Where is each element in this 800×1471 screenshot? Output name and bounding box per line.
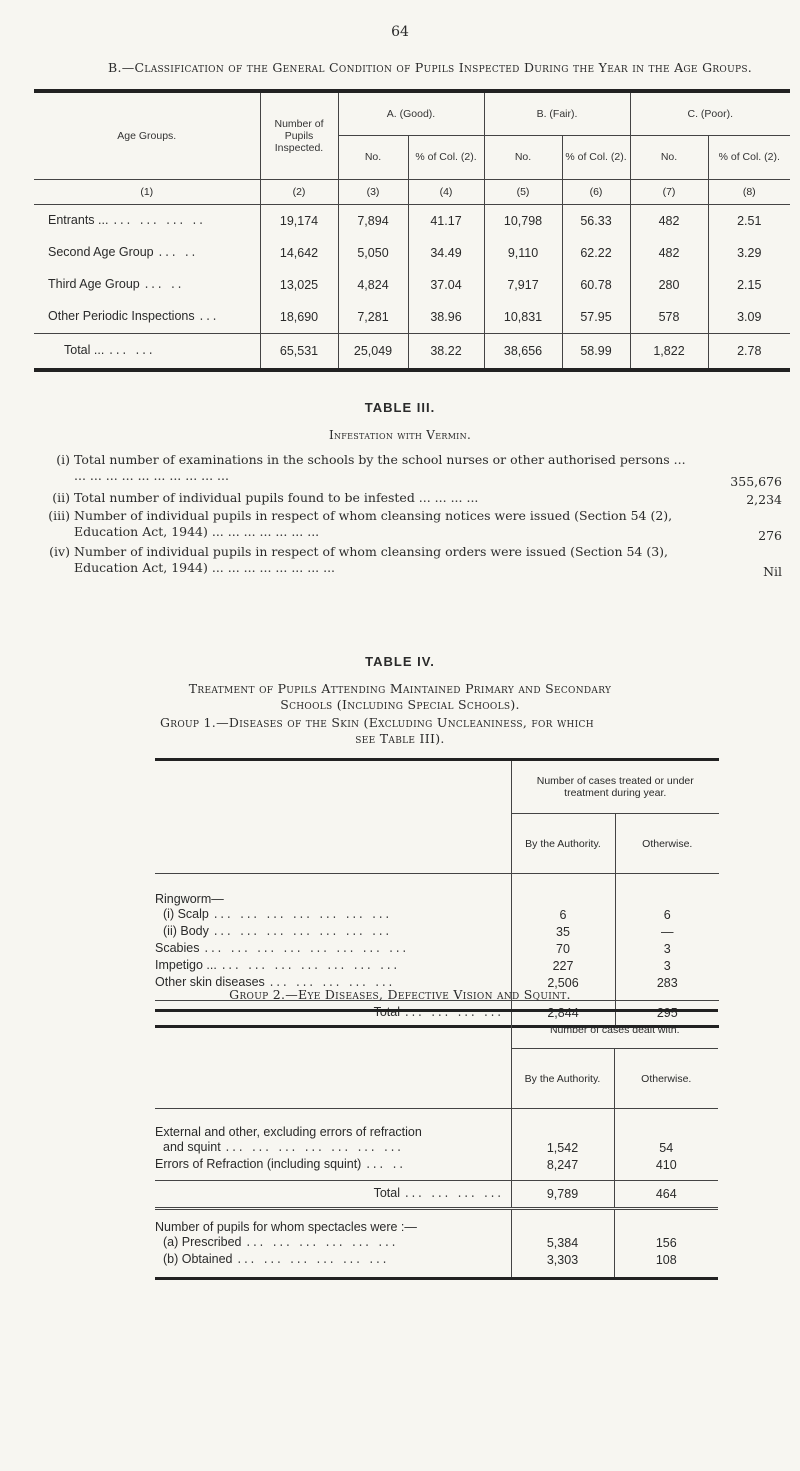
table-row (155, 1252, 718, 1269)
header-a-pct: % of Col. (2). (408, 135, 484, 179)
header-a-no: No. (338, 135, 408, 179)
group2-eye-diseases-table (155, 1009, 718, 1280)
table-row (155, 941, 719, 958)
cell: 2.78 (708, 333, 790, 370)
cell: 34.49 (408, 237, 484, 269)
spectacles-heading: Number of pupils for whom spectacles were :— (155, 1220, 417, 1234)
col-number: (4) (408, 179, 484, 204)
cell: 5,050 (338, 237, 408, 269)
row-label: (ii) Body (163, 924, 209, 938)
cell: 57.95 (562, 301, 630, 334)
row-label: Third Age Group (48, 277, 140, 291)
row-label: Scabies (155, 941, 200, 955)
table4-subtitle-line2: Schools (Including Special Schools). (280, 697, 520, 712)
cell: 56.33 (562, 204, 630, 237)
table-b-general-condition (34, 89, 790, 372)
row-label: External and other, excluding errors of refraction (155, 1125, 422, 1139)
cell: 410 (614, 1157, 718, 1174)
header-otherwise: Otherwise. (615, 814, 719, 874)
table-row (34, 301, 790, 334)
item-value: 355,676 (730, 474, 782, 489)
col-number: (7) (630, 179, 708, 204)
cell: 65,531 (260, 333, 338, 370)
header-c-no: No. (630, 135, 708, 179)
header-group-c: C. (Poor). (630, 91, 790, 135)
row-label: Second Age Group (48, 245, 154, 259)
cell: 5,384 (511, 1235, 614, 1252)
total-row (34, 333, 790, 370)
cell: 19,174 (260, 204, 338, 237)
cell: 9,789 (511, 1181, 614, 1209)
table3-title: TABLE III. (364, 400, 436, 415)
header-c-pct: % of Col. (2). (708, 135, 790, 179)
table3-subtitle: Infestation with Vermin. (328, 428, 472, 442)
cell: 35 (511, 924, 615, 941)
table-row (155, 924, 719, 941)
ringworm-heading: Ringworm— (155, 892, 224, 906)
leader-dots: ... ... ... ... (403, 1007, 503, 1020)
cell: 3 (615, 958, 719, 975)
cell: 37.04 (408, 269, 484, 301)
leader-dots: ... ... ... ... ... ... (244, 1238, 397, 1250)
list-item (42, 544, 782, 580)
cell: — (615, 924, 719, 941)
cell: 4,824 (338, 269, 408, 301)
leader-dots: ... ... ... ... ... ... ... ... (202, 944, 408, 956)
cell: 3 (615, 941, 719, 958)
cell: 280 (630, 269, 708, 301)
leader-dots: ... (198, 312, 218, 324)
leader-dots: ... .. (157, 248, 197, 260)
leader-dots: ... .. (143, 280, 183, 292)
item-value: 276 (758, 528, 782, 543)
row-label: Other Periodic Inspections (48, 309, 195, 323)
cell: 464 (614, 1181, 718, 1209)
leader-dots: ... ... ... ... ... (268, 978, 394, 990)
item-text: Total number of examinations in the schools by the school nurses or other authorised persons ... ... ... ... ... ... ... ... ... ... ... (74, 452, 686, 483)
header-cases-treated: Number of cases treated or under treatment during year. (511, 760, 719, 814)
total-label: Total (373, 1185, 400, 1200)
item-value: 2,234 (746, 492, 782, 507)
cell: 10,831 (484, 301, 562, 334)
cell: 70 (511, 941, 615, 958)
cell: 295 (615, 1001, 719, 1027)
item-text: Number of individual pupils in respect of whom cleansing notices were issued (Section 54 (2), Education Act, 1944) ... ... ... ... ... ... ... (74, 508, 673, 539)
leader-dots: ... ... ... ... ... ... ... (220, 961, 399, 973)
row-label: Other skin diseases (155, 975, 265, 989)
header-group-b: B. (Fair). (484, 91, 630, 135)
col-number: (3) (338, 179, 408, 204)
total-label: Total ... (64, 343, 105, 357)
table-row (155, 958, 719, 975)
list-item (42, 508, 782, 544)
cell: 1,542 (511, 1140, 614, 1157)
col-number: (2) (260, 179, 338, 204)
cell: 482 (630, 204, 708, 237)
group1-title-line1: Group 1.—Diseases of the Skin (Excluding Uncleaniness, for which (160, 715, 594, 730)
header-cases-dealt-with: Number of cases dealt with. (511, 1011, 718, 1049)
cell: 6 (615, 907, 719, 924)
item-number: (ii) (52, 490, 70, 505)
table-row (155, 907, 719, 924)
table-row (155, 1157, 718, 1174)
cell: 14,642 (260, 237, 338, 269)
leader-dots: ... ... ... .. (111, 216, 205, 228)
cell: 482 (630, 237, 708, 269)
row-label: and squint (163, 1140, 221, 1154)
cell: 1,822 (630, 333, 708, 370)
item-text: Number of individual pupils in respect of whom cleansing orders were issued (Section 54 (3), Education Act, 1944) ... ... ... ... ... ... ... ... (74, 544, 669, 575)
table4-subtitle-line1: Treatment of Pupils Attending Maintained Primary and Secondary (188, 681, 612, 696)
cell: 60.78 (562, 269, 630, 301)
page-number: 64 (391, 24, 409, 40)
col-number: (8) (708, 179, 790, 204)
leader-dots: ... ... ... ... ... ... ... (224, 1143, 403, 1155)
total-row (155, 1181, 718, 1209)
cell: 38,656 (484, 333, 562, 370)
table4-title: TABLE IV. (365, 654, 435, 669)
cell: 7,894 (338, 204, 408, 237)
cell: 6 (511, 907, 615, 924)
cell: 18,690 (260, 301, 338, 334)
cell: 2,844 (511, 1001, 615, 1027)
cell: 2,506 (511, 975, 615, 992)
table-row (34, 237, 790, 269)
cell: 25,049 (338, 333, 408, 370)
cell: 8,247 (511, 1157, 614, 1174)
leader-dots: ... ... ... ... ... ... ... (212, 927, 391, 939)
table-row (155, 1235, 718, 1252)
row-label: Entrants ... (48, 213, 109, 227)
cell: 3,303 (511, 1252, 614, 1269)
header-age-groups: Age Groups. (117, 129, 177, 142)
header-group-a: A. (Good). (338, 91, 484, 135)
cell: 41.17 (408, 204, 484, 237)
cell: 62.22 (562, 237, 630, 269)
row-label: Errors of Refraction (including squint) (155, 1157, 362, 1171)
item-number: (iv) (49, 544, 70, 559)
header-by-authority: By the Authority. (511, 814, 615, 874)
leader-dots: ... ... ... ... (403, 1188, 503, 1201)
header-by-authority: By the Authority. (511, 1049, 614, 1109)
cell: 9,110 (484, 237, 562, 269)
table-row (155, 1140, 718, 1157)
cell: 10,798 (484, 204, 562, 237)
leader-dots: ... ... (107, 346, 154, 358)
cell: 38.96 (408, 301, 484, 334)
table-row (34, 269, 790, 301)
cell: 2.15 (708, 269, 790, 301)
cell: 108 (614, 1252, 718, 1269)
row-label: (b) Obtained (163, 1252, 233, 1266)
header-otherwise: Otherwise. (614, 1049, 718, 1109)
table3-list (42, 452, 782, 580)
item-number: (iii) (48, 508, 70, 523)
leader-dots: ... ... ... ... ... ... (235, 1255, 388, 1267)
row-label: (a) Prescribed (163, 1235, 242, 1249)
group2-title: Group 2.—Eye Diseases, Defective Vision and Squint. (229, 987, 571, 1002)
group1-title-line2: see Table III). (355, 731, 445, 746)
col-number: (5) (484, 179, 562, 204)
row-label: Impetigo ... (155, 958, 217, 972)
list-item (42, 452, 782, 490)
leader-dots: ... ... ... ... ... ... ... (212, 910, 391, 922)
cell: 38.22 (408, 333, 484, 370)
item-text: Total number of individual pupils found to be infested ... ... ... ... (74, 490, 479, 505)
cell: 283 (615, 975, 719, 992)
total-label: Total (373, 1004, 400, 1019)
cell: 7,281 (338, 301, 408, 334)
cell: 2.51 (708, 204, 790, 237)
cell: 3.29 (708, 237, 790, 269)
cell: 3.09 (708, 301, 790, 334)
cell: 13,025 (260, 269, 338, 301)
header-b-no: No. (484, 135, 562, 179)
col-number: (1) (34, 179, 260, 204)
table-b-caption: B.—Classification of the General Condition of Pupils Inspected During the Year in the Age Groups. (108, 60, 753, 75)
cell: 156 (614, 1235, 718, 1252)
table-row (34, 204, 790, 237)
col-number: (6) (562, 179, 630, 204)
item-number: (i) (56, 452, 70, 467)
cell: 7,917 (484, 269, 562, 301)
item-value: Nil (763, 564, 782, 579)
cell: 54 (614, 1140, 718, 1157)
leader-dots: ... .. (364, 1160, 405, 1172)
row-label: (i) Scalp (163, 907, 209, 921)
cell: 578 (630, 301, 708, 334)
cell: 58.99 (562, 333, 630, 370)
cell: 227 (511, 958, 615, 975)
header-number-inspected: Number of Pupils Inspected. (260, 91, 338, 179)
list-item (42, 490, 782, 508)
header-b-pct: % of Col. (2). (562, 135, 630, 179)
